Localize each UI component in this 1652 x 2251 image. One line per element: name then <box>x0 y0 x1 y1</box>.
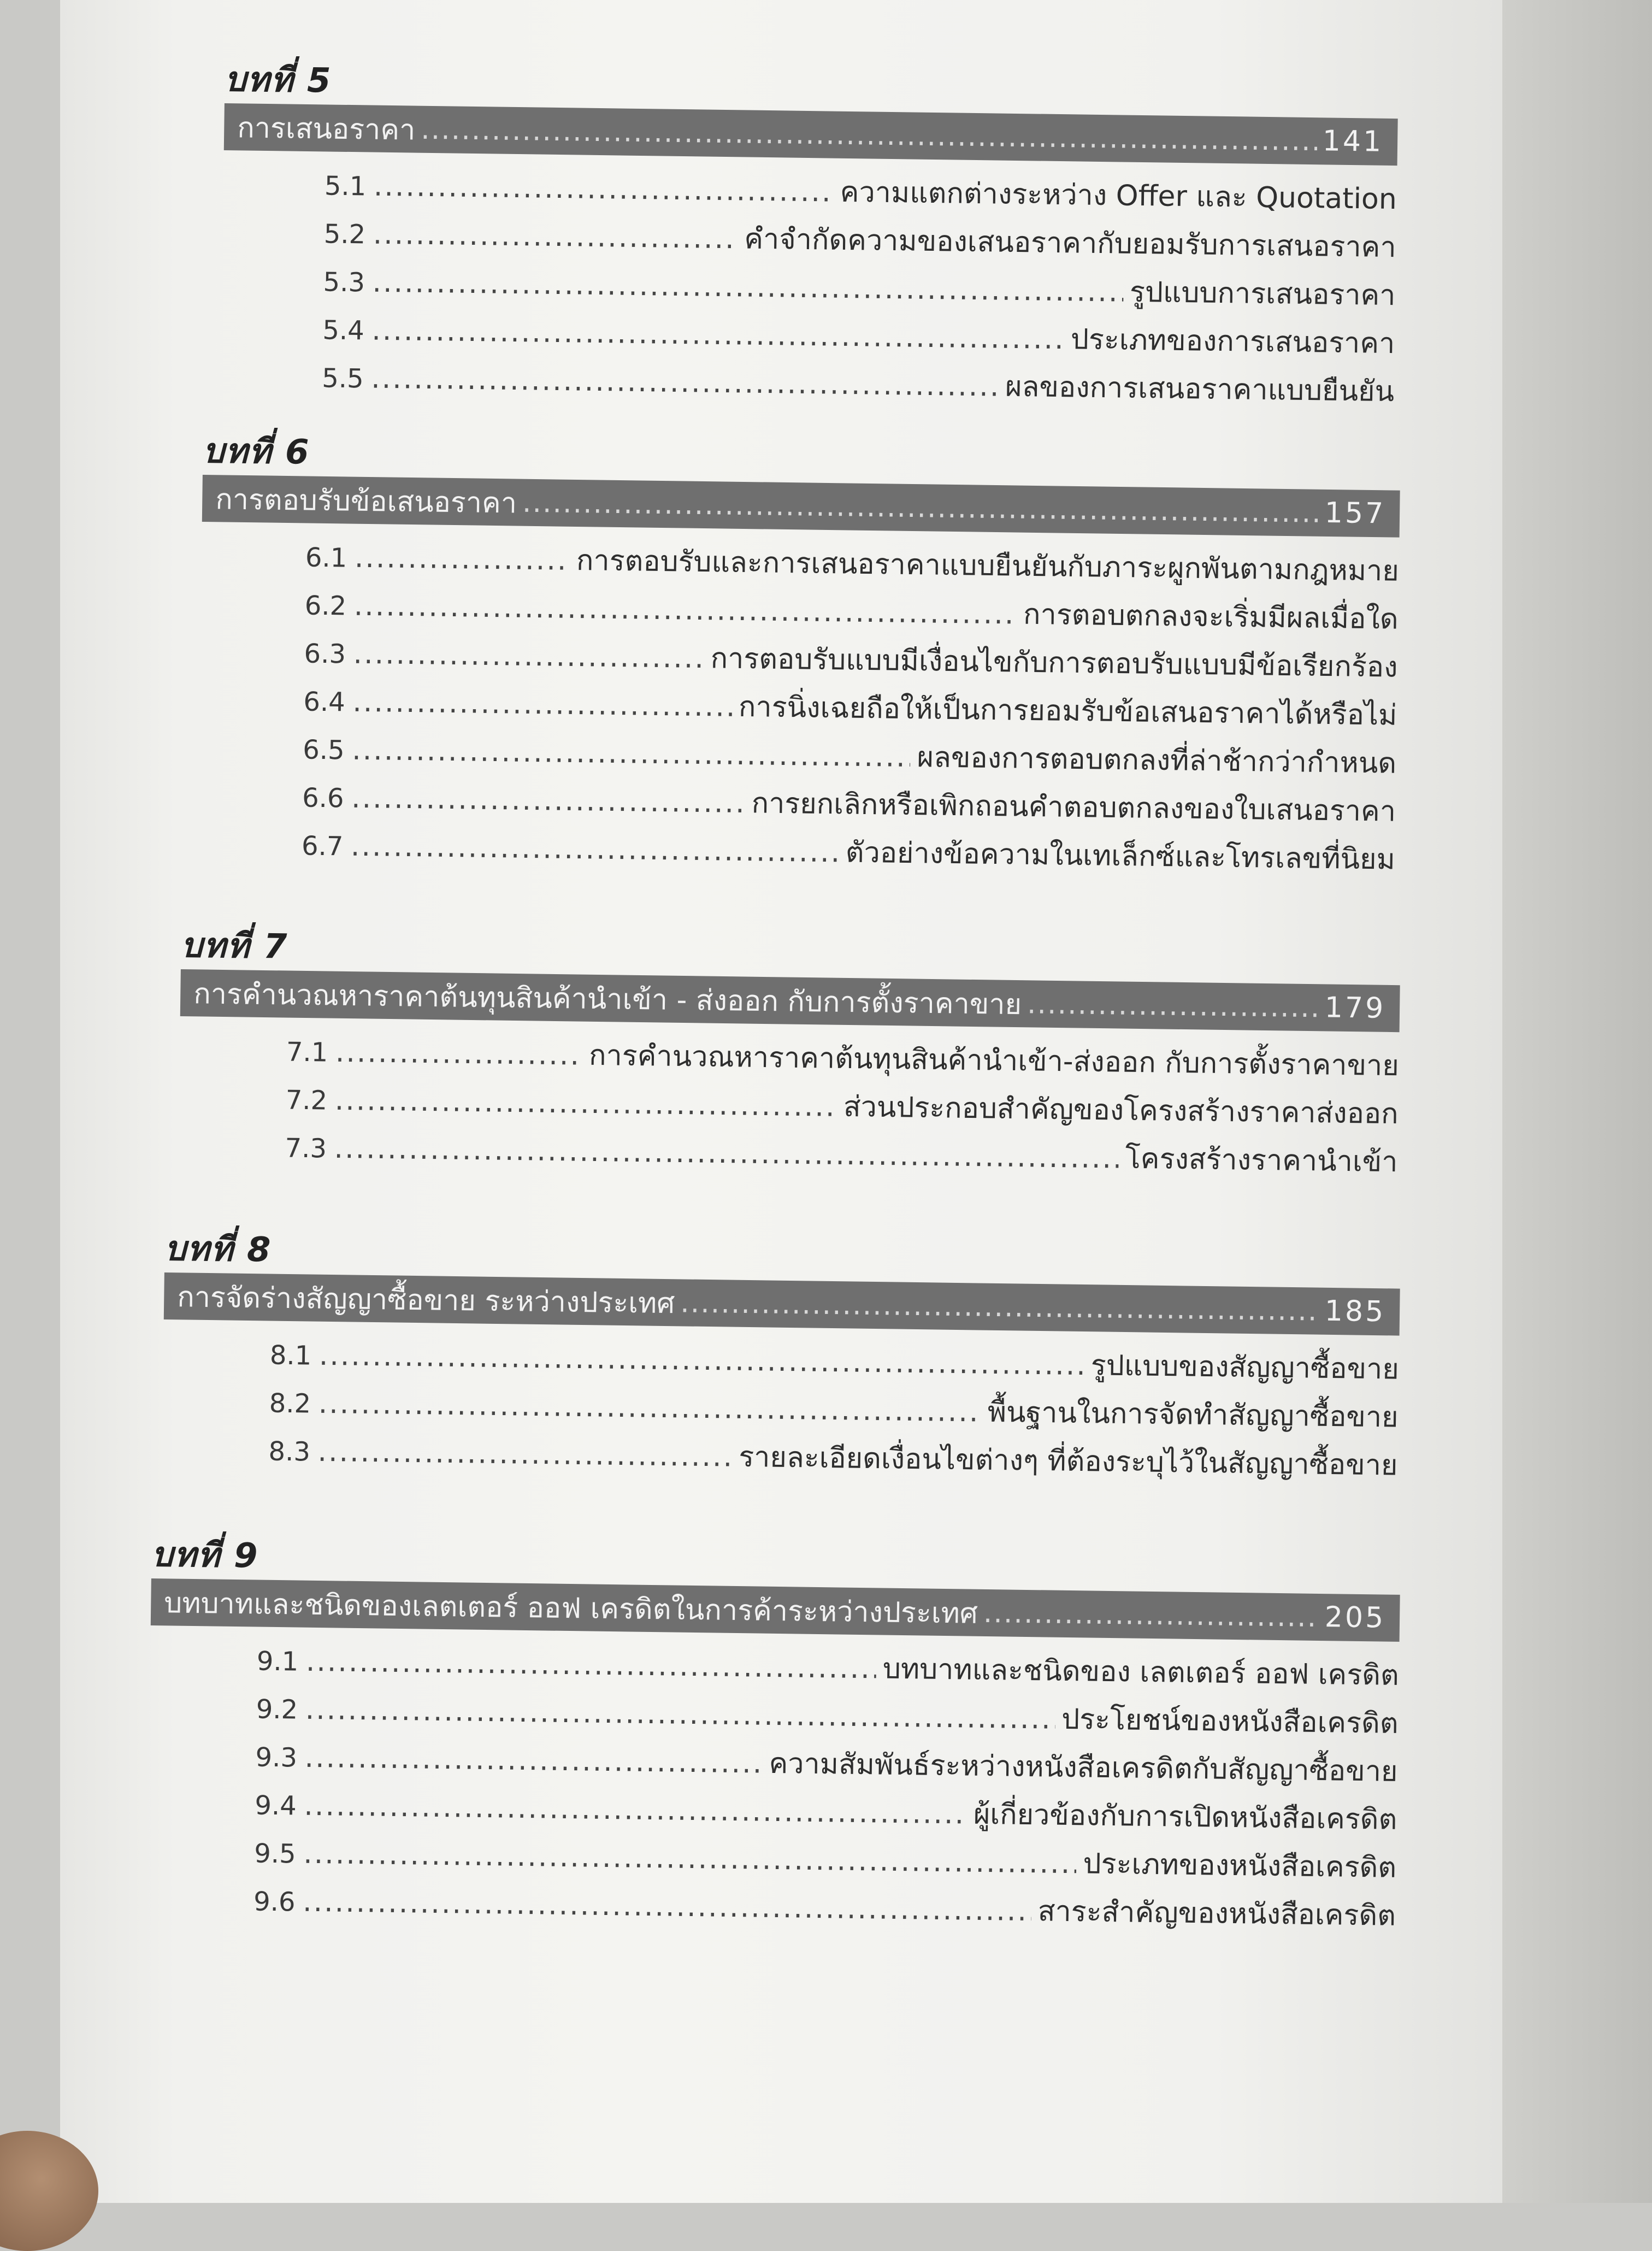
section-number: 7.3 <box>285 1133 327 1164</box>
chapter-label: บทที่ 5 <box>225 58 332 101</box>
section-number: 9.4 <box>255 1790 297 1822</box>
section-title: ส่วนประกอบสำคัญของโครงสร้างราคาส่งออก <box>843 1090 1399 1131</box>
section-title: การนิ่งเฉยถือให้เป็นการยอมรับข้อเสนอราคาได้หรือไม่ <box>738 690 1397 732</box>
dot-leader <box>353 630 704 682</box>
dot-leader <box>335 1028 582 1080</box>
section-title: การตอบรับและการเสนอราคาแบบยืนยันกับภาระผูกพันตามกฎหมาย <box>576 544 1400 588</box>
section-title: บทบาทและชนิดของ เลตเตอร์ ออฟ เครดิต <box>882 1652 1400 1692</box>
chapter-label: บทที่ 8 <box>164 1228 272 1270</box>
chapter-9 <box>147 1533 1401 1940</box>
dot-leader <box>983 1596 1320 1634</box>
dot-leader <box>305 1637 876 1693</box>
section-title: ผู้เกี่ยวข้องกับการเปิดหนังสือเครดิต <box>973 1798 1397 1836</box>
section-title: สาระสำคัญของหนังสือเครดิต <box>1037 1895 1396 1932</box>
section-title: รูปแบบการเสนอราคา <box>1129 275 1396 313</box>
section-list <box>162 1329 1399 1490</box>
dot-leader <box>317 1428 733 1481</box>
section-number: 9.1 <box>256 1646 299 1677</box>
section-title: ประเภทของหนังสือเครดิต <box>1083 1847 1397 1884</box>
section-title: ความแตกต่างระหว่าง Offer และ Quotation <box>840 175 1397 216</box>
dot-leader <box>304 1782 967 1838</box>
section-number: 7.2 <box>285 1085 328 1116</box>
dot-leader <box>350 822 839 877</box>
section-number: 9.2 <box>256 1694 298 1725</box>
page-number: 141 <box>1322 125 1384 158</box>
section-title: ประเภทของการเสนอราคา <box>1070 323 1395 361</box>
section-number: 5.1 <box>324 170 367 202</box>
chapter-label: บทที่ 6 <box>203 430 310 472</box>
section-title: คำจำกัดความของเสนอราคากับยอมรับการเสนอราคา <box>744 222 1397 264</box>
page-number: 185 <box>1324 1294 1386 1329</box>
dot-leader <box>352 678 733 731</box>
section-number: 6.5 <box>302 734 345 766</box>
section-number: 5.3 <box>323 267 365 298</box>
section-list <box>178 1026 1399 1186</box>
dot-leader <box>680 1286 1319 1327</box>
section-number: 9.3 <box>255 1742 298 1773</box>
chapter-7 <box>178 923 1401 1186</box>
section-list <box>221 160 1397 416</box>
section-title: การคำนวณหาราคาต้นทุนสินค้านำเข้า-ส่งออก กับการตั้งราคาขาย <box>588 1039 1400 1083</box>
section-list <box>147 1635 1400 1940</box>
section-title: โครงสร้างราคานำเข้า <box>1125 1142 1398 1179</box>
chapter-8 <box>162 1227 1401 1490</box>
dot-leader <box>371 307 1065 364</box>
section-title: ตัวอย่างข้อความในเทเล็กซ์และโทรเลขที่นิยม <box>845 836 1396 876</box>
dot-leader <box>334 1076 837 1131</box>
section-title: การตอบรับแบบมีเงื่อนไขกับการตอบรับแบบมีข้อเรียกร้อง <box>710 642 1398 684</box>
chapter-6 <box>197 429 1400 884</box>
dot-leader <box>373 162 834 216</box>
chapter-label: บทที่ 9 <box>151 1534 259 1576</box>
section-title: การตอบตกลงจะเริ่มมีผลเมื่อใด <box>1023 598 1399 636</box>
section-number: 9.5 <box>253 1838 297 1870</box>
dot-leader <box>522 486 1320 529</box>
dot-leader <box>421 113 1317 157</box>
section-title: ผลของการตอบตกลงที่ล่าช้ากว่ากำหนด <box>917 741 1397 780</box>
page-number: 179 <box>1324 991 1386 1025</box>
section-number: 6.7 <box>301 830 344 862</box>
section-number: 6.4 <box>303 686 346 718</box>
dot-leader <box>351 774 746 827</box>
section-title: พื้นฐานในการจัดทำสัญญาซื้อขาย <box>987 1395 1399 1434</box>
dot-leader <box>334 1124 1119 1183</box>
section-number: 6.3 <box>304 638 346 670</box>
section-number: 7.1 <box>286 1036 328 1068</box>
chapter-title: บทบาทและชนิดของเลตเตอร์ ออฟ เครดิตในการค้าระหว่างประเทศ <box>163 1586 978 1630</box>
section-number: 5.5 <box>321 363 364 394</box>
dot-leader <box>373 210 738 263</box>
section-list <box>197 532 1399 884</box>
section-number: 6.1 <box>305 542 347 574</box>
dot-leader <box>318 1380 981 1436</box>
chapter-5 <box>221 57 1399 416</box>
section-number: 6.2 <box>304 590 347 622</box>
dot-leader <box>352 726 911 781</box>
section-number: 9.6 <box>253 1886 296 1918</box>
section-title: ผลของการเสนอราคาแบบยืนยัน <box>1005 370 1395 409</box>
section-title: การยกเลิกหรือเพิกถอนคำตอบตกลงของใบเสนอราคา <box>751 787 1396 828</box>
dot-leader <box>1027 987 1320 1024</box>
section-title: ความสัมพันธ์ระหว่างหนังสือเครดิตกับสัญญาซื้อขาย <box>769 1747 1398 1788</box>
section-number: 6.6 <box>302 782 344 814</box>
section-title: ประโยชน์ของหนังสือเครดิต <box>1061 1702 1399 1740</box>
section-number: 5.4 <box>322 315 365 346</box>
page-number: 157 <box>1324 496 1386 531</box>
chapter-label: บทที่ 7 <box>181 924 288 967</box>
dot-leader <box>304 1734 763 1788</box>
section-number: 8.2 <box>269 1388 311 1419</box>
dot-leader <box>353 582 1017 639</box>
section-title: รายละเอียดเงื่อนไขต่างๆ ที่ต้องระบุไว้ในสัญญาซื้อขาย <box>738 1440 1398 1482</box>
chapter-title: การตอบรับข้อเสนอราคา <box>215 482 517 520</box>
dot-leader <box>371 355 999 411</box>
section-number: 5.2 <box>323 219 366 250</box>
dot-leader <box>303 1878 1032 1935</box>
page-number: 205 <box>1324 1601 1386 1635</box>
chapter-title: การคำนวณหาราคาต้นทุนสินค้านำเข้า - ส่งออก กับการตั้งราคาขาย <box>193 977 1022 1021</box>
chapter-title: การจัดร่างสัญญาซื้อขาย ระหว่างประเทศ <box>176 1280 675 1320</box>
dot-leader <box>354 534 570 585</box>
section-number: 8.3 <box>268 1436 311 1468</box>
section-title: รูปแบบของสัญญาซื้อขาย <box>1090 1349 1400 1386</box>
section-number: 8.1 <box>269 1340 312 1371</box>
chapter-title: การเสนอราคา <box>237 111 416 147</box>
